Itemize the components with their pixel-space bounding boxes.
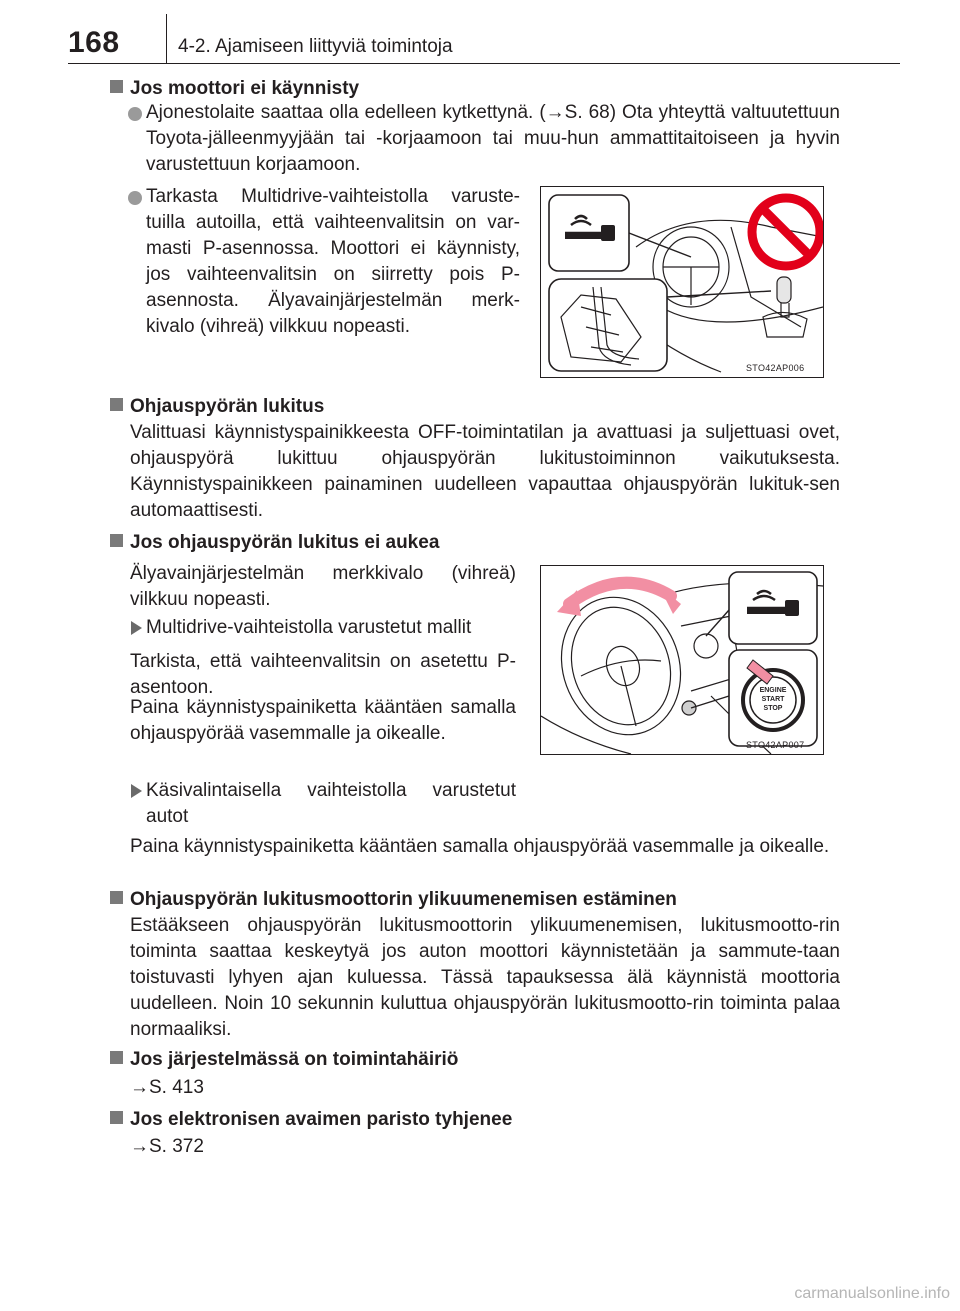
square-bullet-icon [110, 1051, 123, 1064]
battery-page-ref[interactable]: →S. 372 [130, 1136, 204, 1157]
circle-bullet-icon [128, 107, 142, 121]
check-p-position-text: Tarkista, että vaihteenvalitsin on asetettu P-asentoon. [130, 651, 516, 698]
figure-steering-wheel [540, 565, 824, 755]
square-bullet-icon [110, 534, 123, 547]
manual-transmission-title: Käsivalintaisella vaihteistolla varustetut autot [146, 780, 516, 827]
square-bullet-icon [110, 891, 123, 904]
circle-bullet-icon [128, 191, 142, 205]
header-divider-vertical [166, 14, 167, 64]
square-bullet-icon [110, 1111, 123, 1124]
figure-code: STO42AP006 [746, 363, 805, 373]
heading-engine-not-starting: Jos moottori ei käynnisty [110, 76, 359, 102]
rotation-arrow-icon [569, 583, 671, 604]
malfunction-page-ref[interactable]: →S. 413 [130, 1077, 204, 1098]
indicator-blinks-text: Älyavainjärjestelmän merkkivalo (vihreä) vilkkuu nopeasti. [130, 563, 516, 610]
figure-code: STO42AP007 [746, 740, 805, 750]
shift-lever-illustration [541, 187, 823, 377]
heading-motor-overheat: Ohjauspyörän lukitusmoottorin ylikuumenemisen estäminen [110, 887, 677, 913]
start-label: START [761, 696, 785, 703]
triangle-bullet-icon [131, 621, 142, 635]
steering-lock-text: Valittuasi käynnistyspainikkeesta OFF-toimintatilan ja avattuasi ja suljettuasi ovet, ohjauspyörä lukittuu ohjauspyörän lukitustoiminnon vaikutuksesta. Käynnistyspainikkeen painaminen uudelleen vapauttaa ohjauspyörän lukituk-sen automaattisesti. [130, 422, 840, 521]
page-number: 168 [68, 26, 120, 59]
motor-overheat-text: Estääkseen ohjauspyörän lukitusmoottorin ylikuumenemisen, lukitusmootto-rin toiminta saattaa keskeytyä jos auton moottori käynnistetään ja sammute-taan toistuvasti lyhyen ajan kuluessa. Tässä tapauksessa älä käynnistä moottoria uudelleen. Noin 10 sekunnin kuluttua ohjauspyörän lukitusmootto-rin toiminta palaa normaaliksi. [130, 915, 840, 1040]
prohibition-icon [752, 198, 820, 266]
multidrive-models-title: Multidrive-vaihteistolla varustetut mallit [146, 617, 472, 638]
press-button-turn-wheel-text: Paina käynnistyspainiketta kääntäen samalla ohjauspyörää vasemmalle ja oikealle. [130, 697, 516, 744]
square-bullet-icon [110, 398, 123, 411]
heading-key-battery-depleted: Jos elektronisen avaimen paristo tyhjenee [110, 1107, 512, 1133]
manual-press-button-text: Paina käynnistyspainiketta kääntäen samalla ohjauspyörää vasemmalle ja oikealle. [130, 836, 830, 857]
steering-wheel-illustration [541, 566, 823, 754]
watermark: carmanualsonline.info [794, 1285, 950, 1302]
heading-lock-not-releasing: Jos ohjauspyörän lukitus ei aukea [110, 530, 439, 556]
figure-shift-lever [540, 186, 824, 378]
square-bullet-icon [110, 80, 123, 93]
header-divider [68, 63, 900, 64]
triangle-bullet-icon [131, 784, 142, 798]
engine-label: ENGINE [759, 687, 787, 694]
multidrive-check-text: Tarkasta Multidrive-vaihteistolla varuste-tuilla autoilla, että vaihteenvalitsin on var-masti P-asennossa. Moottori ei käynnisty, jos vaihteenvalitsin on siirretty pois P-asennosta. Älyavainjärjestelmän merk-kivalo (vihreä) vilkkuu nopeasti. [146, 186, 520, 337]
engine-immobilizer-text: Ajonestolaite saattaa olla edelleen kytkettynä. (→S. 68) Ota yhteyttä valtuutettuun Toyota-jälleenmyyjään tai -korjaamoon tai muu-hun ammattitaitoiseen ja hyvin varustettuun korjaamoon. [146, 102, 840, 175]
heading-system-malfunction: Jos järjestelmässä on toimintahäiriö [110, 1047, 458, 1073]
stop-label: STOP [763, 705, 783, 712]
heading-steering-lock: Ohjauspyörän lukitus [110, 394, 324, 420]
section-title: 4-2. Ajamiseen liittyviä toimintoja [178, 36, 453, 57]
